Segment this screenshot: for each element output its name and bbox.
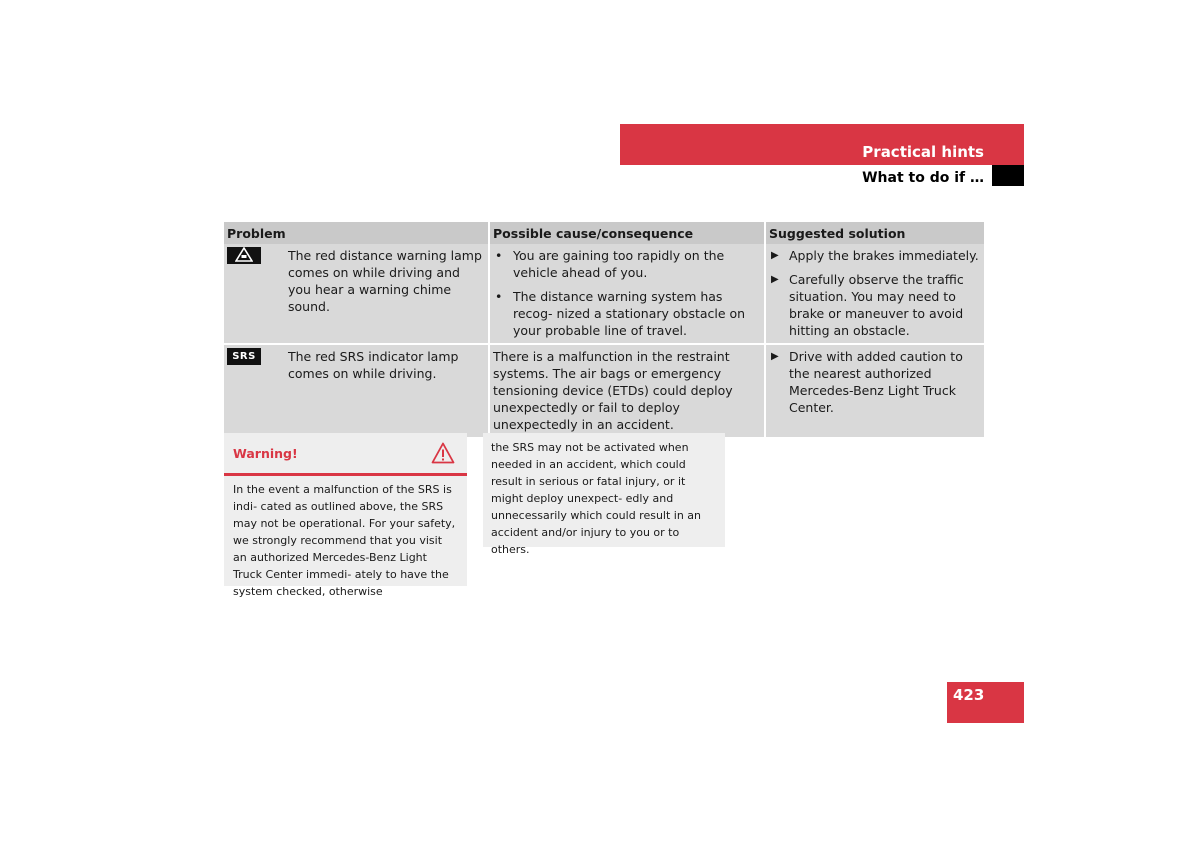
bullet-icon: •	[495, 289, 503, 304]
srs-indicator-icon: SRS	[227, 348, 261, 365]
warning-box	[224, 433, 467, 598]
cause-cell	[489, 244, 765, 344]
distance-warning-lamp-icon	[227, 247, 261, 264]
list-item	[769, 348, 981, 416]
cause-text: The distance warning system has recog- nized a stationary obstacle on your probable line of travel.	[513, 289, 746, 338]
solution-text: Apply the brakes immediately.	[789, 248, 979, 263]
subsection-title: What to do if …	[862, 170, 984, 186]
solution-cell	[765, 344, 984, 437]
warning-text: In the event a malfunction of the SRS is indi- cated as outlined above, the SRS may not be operational. For your safety, we strongly recommend that you visit an authorized Mercedes-Benz Light Truck Center immedi- ately to have the system checked, otherwise	[233, 483, 456, 598]
arrow-right-icon: ▶	[771, 250, 779, 261]
warning-header	[224, 433, 467, 476]
warning-continuation-text: the SRS may not be activated when needed in an accident, which could result in serious or fatal injury, or it might deploy unexpect- edly and unnecessarily which could result in an accident and/or injury to you or to others.	[491, 441, 702, 556]
page-number-box	[947, 682, 1024, 723]
solution-text: Drive with added caution to the nearest authorized Mercedes-Benz Light Truck Center.	[789, 349, 963, 415]
table-header-row	[224, 222, 984, 244]
problem-text: The red SRS indicator lamp comes on while driving.	[288, 349, 459, 381]
problem-cell	[224, 344, 489, 437]
table-row	[224, 344, 984, 437]
cause-cell: There is a malfunction in the restraint systems. The air bags or emergency tensioning device (ETDs) could deploy unexpectedly or fail to deploy unexpectedly in an accident.	[489, 344, 765, 437]
warning-triangle-icon	[431, 442, 455, 468]
page-number: 423	[953, 686, 985, 704]
table-row	[224, 244, 984, 344]
solution-cell	[765, 244, 984, 344]
bullet-icon: •	[495, 248, 503, 263]
warning-continuation-box	[483, 433, 725, 556]
column-header-cause: Possible cause/consequence	[489, 222, 765, 244]
arrow-right-icon: ▶	[771, 351, 779, 362]
section-title: Practical hints	[862, 143, 984, 161]
list-item	[493, 288, 761, 339]
solution-text: Carefully observe the traffic situation. You may need to brake or maneuver to avoid hitting an obstacle.	[789, 272, 964, 338]
list-item	[493, 247, 761, 281]
thumb-index-marker	[992, 165, 1024, 186]
column-header-problem: Problem	[224, 222, 489, 244]
problem-text: The red distance warning lamp comes on while driving and you hear a warning chime sound.	[288, 248, 482, 314]
list-item	[769, 247, 981, 264]
cause-text: You are gaining too rapidly on the vehicle ahead of you.	[513, 248, 725, 280]
arrow-right-icon: ▶	[771, 274, 779, 285]
warning-title: Warning!	[233, 446, 298, 461]
problem-cell	[224, 244, 489, 344]
column-header-solution: Suggested solution	[765, 222, 984, 244]
list-item	[769, 271, 981, 339]
troubleshooting-table	[224, 222, 984, 437]
